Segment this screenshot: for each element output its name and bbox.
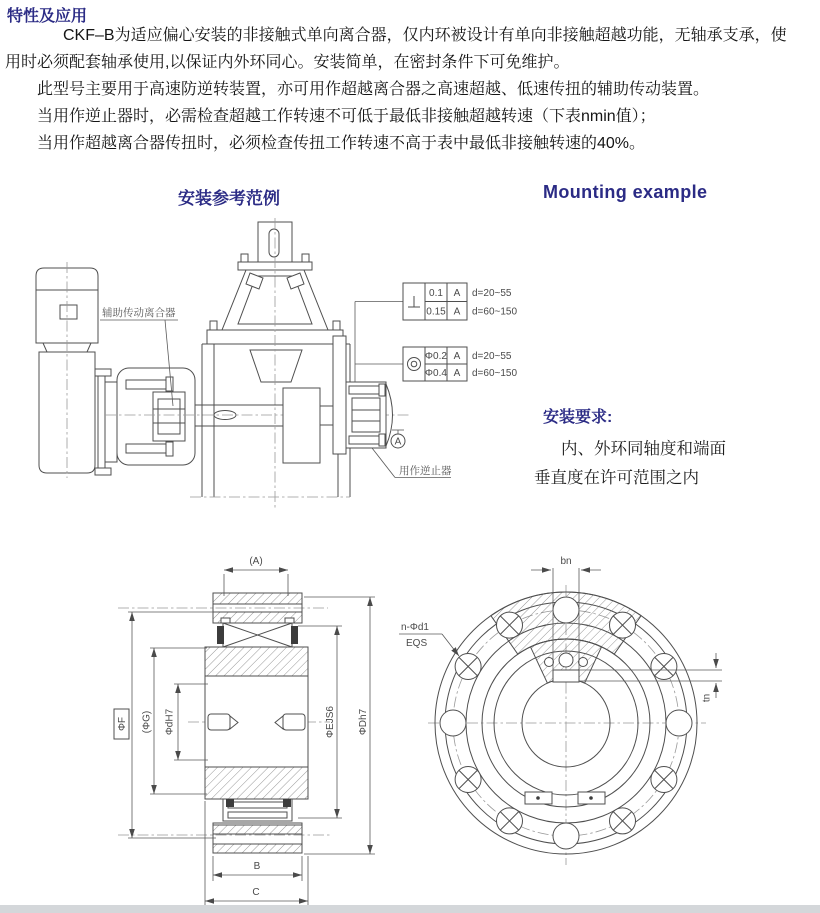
tolerance-value: Φ0.2 (425, 351, 447, 362)
footer-bar (0, 905, 820, 913)
install-requirements-line: 垂直度在许可范围之内 (534, 469, 699, 487)
intro-paragraph: 此型号主要用于高速防逆转装置，亦可用作超越离合器之高速超越、低速传扭的辅助传动装置。 (37, 81, 710, 98)
dimension-drawings (90, 538, 820, 913)
dim-label-f: ΦF (117, 716, 128, 732)
install-requirements-heading: 安装要求: (543, 409, 613, 426)
dim-label-d: ΦdH7 (164, 708, 176, 736)
dim-label-e: ΦEJS6 (325, 706, 336, 738)
adapter-flange (95, 369, 117, 475)
page-title: 特性及应用 (7, 8, 88, 25)
gearbox (190, 218, 350, 508)
balance-slots (525, 792, 605, 804)
aux-clutch-label: 辅助传动离合器 (102, 307, 176, 319)
datum-label: A (394, 436, 402, 448)
dim-B (213, 856, 302, 881)
dim-label-a: (A) (249, 556, 263, 567)
tolerance-frame-concentricity (403, 347, 517, 381)
backstop-callout (372, 448, 452, 478)
auxiliary-clutch (117, 368, 195, 465)
datum-a-symbol (391, 430, 405, 448)
intro-paragraph: 当用作逆止器时，必需检查超越工作转速不可低于最低非接触超越转速（下表nmin值）； (37, 108, 656, 125)
tolerance-datum: A (453, 351, 461, 362)
tolerance-value: Φ0.4 (425, 368, 447, 379)
dim-label-tn: tn (701, 693, 713, 703)
backstop-clutch (320, 336, 393, 454)
tolerance-range: d=20~55 (472, 288, 512, 299)
dim-D (304, 597, 375, 854)
motor (36, 262, 98, 478)
tolerance-datum: A (453, 306, 461, 318)
dim-tn (579, 653, 722, 702)
tolerance-range: d=20~55 (472, 351, 512, 362)
install-requirements-line: 内、外环同轴度和端面 (561, 440, 726, 458)
section-view (114, 556, 375, 907)
holes-label-line1: n-Φd1 (401, 622, 429, 633)
install-requirements (534, 404, 726, 488)
front-view (399, 556, 722, 865)
backstop-label: 用作逆止器 (399, 465, 452, 477)
intro-text (5, 22, 787, 157)
tolerance-value: 0.15 (426, 306, 446, 318)
tolerance-range: d=60~150 (472, 368, 518, 379)
intro-paragraph: 当用作超越离合器传扭时，必须检查传扭工作转速不高于表中最低非接触转速的40%。 (37, 135, 646, 152)
tolerance-value: 0.1 (429, 288, 443, 299)
dim-label-D: ΦDh7 (358, 708, 369, 736)
holes-label-line2: EQS (406, 638, 428, 649)
keyway (553, 670, 579, 682)
mounting-heading-cn: 安装参考范例 (178, 189, 280, 208)
mounting-heading-en: Mounting example (543, 182, 708, 202)
bolt-holes-callout (399, 622, 459, 656)
dim-label-g: (ΦG) (141, 710, 153, 734)
tolerance-datum: A (453, 368, 461, 379)
frame-leader-lines (355, 302, 403, 383)
dim-label-bn: bn (560, 556, 572, 567)
dim-d (165, 684, 209, 760)
dim-label-c: C (252, 887, 260, 898)
dim-A (224, 556, 288, 596)
tolerance-datum: A (453, 288, 461, 299)
tolerance-frame-perpendicularity (403, 283, 517, 320)
intro-paragraph: CKF–B为适应偏心安装的非接触式单向离合器，仅内环被设计有单向非接触超越功能，无轴承支承，使用时必须配套轴承使用,以保证内外环同心。安装简单，在密封条件下可免维护。 (5, 27, 787, 71)
dim-label-b: B (253, 861, 261, 872)
tolerance-range: d=60~150 (472, 306, 518, 318)
